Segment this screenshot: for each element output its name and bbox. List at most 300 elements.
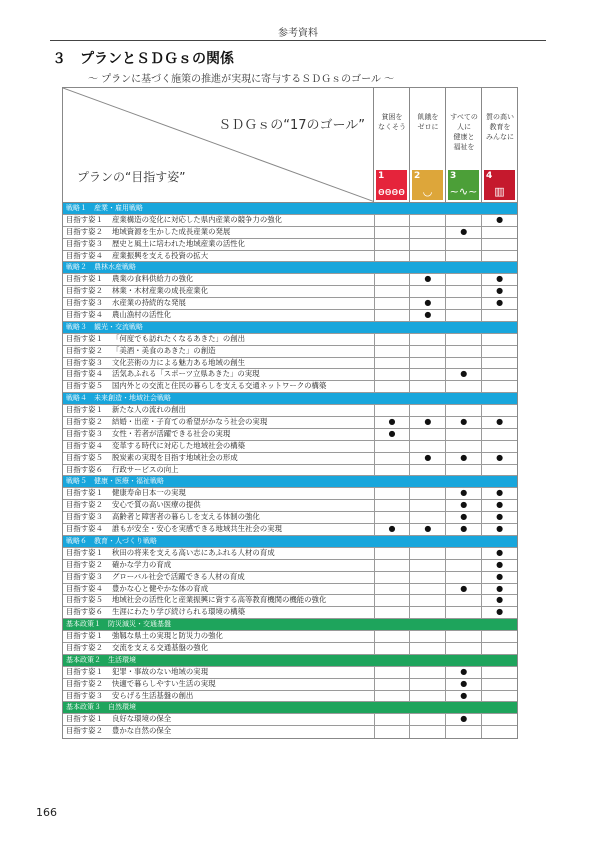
goal-mark-cell bbox=[374, 274, 410, 285]
vision-cell bbox=[63, 595, 374, 606]
table-row bbox=[63, 667, 517, 679]
goal-number: 2 bbox=[414, 171, 421, 181]
goal-mark-cell bbox=[409, 358, 445, 369]
vision-cell bbox=[63, 251, 374, 262]
table-row bbox=[63, 691, 517, 703]
vision-text: 快適で暮らしやすい生活の実現 bbox=[112, 678, 216, 688]
vision-cell bbox=[63, 524, 374, 535]
section-title: ３ プランとＳＤＧｓの関係 bbox=[52, 51, 234, 67]
goal-mark-cell bbox=[374, 369, 410, 380]
goal-mark-cell bbox=[374, 488, 410, 499]
vision-text: 地域社会の活性化と産業振興に資する高等教育機関の機能の強化 bbox=[112, 595, 327, 605]
vision-text: 強靱な県土の実現と防災力の強化 bbox=[112, 631, 223, 641]
table-row bbox=[63, 358, 517, 370]
vision-number: 目指す姿２ bbox=[66, 726, 103, 736]
goal-mark-cell bbox=[409, 334, 445, 345]
vision-number: 目指す姿３ bbox=[66, 357, 103, 367]
vision-cell bbox=[63, 691, 374, 702]
goal-mark-cell bbox=[409, 595, 445, 606]
goal-mark-cell: ● bbox=[445, 667, 481, 678]
goal-mark-cell bbox=[445, 274, 481, 285]
goal-mark-cell bbox=[374, 405, 410, 416]
vision-number: 目指す姿３ bbox=[66, 428, 103, 438]
sdgs-goals-heading: ＳＤＧｓの“17のゴール” bbox=[218, 118, 365, 133]
table-row bbox=[63, 405, 517, 417]
table-row bbox=[63, 310, 517, 322]
goal-mark-cell bbox=[445, 405, 481, 416]
category-row bbox=[63, 655, 517, 667]
table-row bbox=[63, 286, 517, 298]
goal-mark-cell bbox=[481, 726, 517, 738]
goal-mark-cell bbox=[409, 488, 445, 499]
goal-mark-cell: ● bbox=[481, 215, 517, 226]
vision-cell bbox=[63, 512, 374, 523]
vision-number: 目指す姿３ bbox=[66, 690, 103, 700]
goal-mark-cell bbox=[445, 239, 481, 250]
category-label: 戦略３ 観光・交流戦略 bbox=[66, 322, 143, 331]
vision-cell bbox=[63, 500, 374, 511]
vision-text: 安心で質の高い医療の提供 bbox=[112, 500, 201, 510]
goal-mark-cell bbox=[409, 239, 445, 250]
table-row bbox=[63, 488, 517, 500]
vision-text: 農山漁村の活性化 bbox=[112, 310, 172, 320]
category-label: 戦略２ 農林水産戦略 bbox=[66, 263, 136, 272]
vision-cell bbox=[63, 358, 374, 369]
goal-mark-cell bbox=[409, 691, 445, 702]
goal-mark-cell bbox=[374, 227, 410, 238]
goal-mark-cell: ● bbox=[445, 417, 481, 428]
goal-mark-cell bbox=[409, 215, 445, 226]
goal-mark-cell bbox=[409, 572, 445, 583]
goal-mark-cell bbox=[445, 334, 481, 345]
vision-cell bbox=[63, 584, 374, 595]
vision-text: 脱炭素の実現を目指す地域社会の形成 bbox=[112, 452, 238, 462]
goal-mark-cell: ● bbox=[481, 524, 517, 535]
vision-text: 女性・若者が活躍できる社会の実現 bbox=[112, 428, 231, 438]
vision-text: 国内外との交流と住民の暮らしを支える交通ネットワークの構築 bbox=[112, 381, 327, 391]
sdg-goal-icon bbox=[412, 170, 443, 200]
goal-mark-cell: ● bbox=[445, 524, 481, 535]
goal-mark-cell: ● bbox=[409, 453, 445, 464]
goal-label: 飢餓を ゼロに bbox=[417, 113, 439, 131]
table-row bbox=[63, 643, 517, 655]
goal-mark-cell bbox=[409, 584, 445, 595]
goal-mark-cell bbox=[481, 691, 517, 702]
goal-mark-cell bbox=[409, 381, 445, 392]
category-row bbox=[63, 203, 517, 215]
goal-mark-cell: ● bbox=[481, 286, 517, 297]
vision-cell bbox=[63, 286, 374, 297]
goal-mark-cell bbox=[374, 584, 410, 595]
table-row bbox=[63, 239, 517, 251]
goal-mark-cell: ● bbox=[409, 310, 445, 321]
goal-mark-cell bbox=[409, 679, 445, 690]
category-row bbox=[63, 393, 517, 405]
goal-label: すべての 人に 健康と 福祉を bbox=[450, 113, 478, 151]
goal-mark-cell bbox=[409, 405, 445, 416]
goal-mark-cell: ● bbox=[374, 417, 410, 428]
goal-number: 3 bbox=[450, 171, 457, 181]
goal-mark-cell bbox=[374, 607, 410, 618]
goal-mark-cell bbox=[374, 679, 410, 690]
table-row bbox=[63, 465, 517, 477]
vision-number: 目指す姿２ bbox=[66, 559, 103, 569]
table-row bbox=[63, 429, 517, 441]
goal-mark-cell bbox=[445, 631, 481, 642]
goal-mark-cell bbox=[409, 643, 445, 654]
category-label: 基本政策２ 生活環境 bbox=[66, 655, 136, 664]
goal-mark-cell: ● bbox=[481, 572, 517, 583]
vision-number: 目指す姿４ bbox=[66, 310, 103, 320]
document-header-label: 参考資料 bbox=[278, 28, 318, 39]
goal-mark-cell bbox=[374, 726, 410, 738]
table-row bbox=[63, 631, 517, 643]
table-row bbox=[63, 584, 517, 596]
category-row bbox=[63, 322, 517, 334]
goal-mark-cell bbox=[374, 500, 410, 511]
category-row bbox=[63, 702, 517, 714]
goal-mark-cell bbox=[409, 512, 445, 523]
goal-mark-cell bbox=[409, 726, 445, 738]
vision-text: 活気あふれる「スポーツ立県あきた」の実現 bbox=[112, 369, 260, 379]
vision-cell bbox=[63, 631, 374, 642]
goal-mark-cell: ● bbox=[445, 512, 481, 523]
category-label: 戦略４ 未来創造・地域社会戦略 bbox=[66, 394, 171, 403]
vision-text: 文化芸術の力による魅力ある地域の創生 bbox=[112, 357, 246, 367]
goal-mark-cell bbox=[409, 548, 445, 559]
table-header bbox=[63, 88, 517, 203]
goal-mark-cell bbox=[409, 607, 445, 618]
vision-number: 目指す姿５ bbox=[66, 595, 103, 605]
vision-text: 安らげる生活基盤の創出 bbox=[112, 690, 194, 700]
goal-mark-cell: ● bbox=[374, 429, 410, 440]
table-row bbox=[63, 369, 517, 381]
category-row bbox=[63, 476, 517, 488]
goal-mark-cell: ● bbox=[481, 512, 517, 523]
vision-text: 良好な環境の保全 bbox=[112, 714, 172, 724]
goal-mark-cell bbox=[445, 607, 481, 618]
goal-mark-cell bbox=[481, 239, 517, 250]
vision-text: 健康寿命日本一の実現 bbox=[112, 488, 186, 498]
goal-mark-cell: ● bbox=[445, 500, 481, 511]
goal-mark-cell: ● bbox=[481, 548, 517, 559]
vision-cell bbox=[63, 227, 374, 238]
vision-text: 新たな人の流れの創出 bbox=[112, 405, 186, 415]
vision-text: 歴史と風土に培われた地域産業の活性化 bbox=[112, 238, 246, 248]
goal-mark-cell bbox=[374, 631, 410, 642]
vision-cell bbox=[63, 405, 374, 416]
category-row bbox=[63, 262, 517, 274]
sdg-goal-icon bbox=[484, 170, 515, 200]
vision-cell bbox=[63, 560, 374, 571]
goal-mark-cell bbox=[481, 441, 517, 452]
goal-mark-cell bbox=[374, 691, 410, 702]
goal-mark-cell bbox=[374, 512, 410, 523]
goal-mark-cell bbox=[481, 465, 517, 476]
vision-text: 結婚・出産・子育ての希望がかなう社会の実現 bbox=[112, 417, 268, 427]
goal-mark-cell: ● bbox=[481, 417, 517, 428]
goal-mark-cell: ● bbox=[445, 369, 481, 380]
vision-text: 豊かな自然の保全 bbox=[112, 726, 172, 736]
goal-mark-cell bbox=[374, 334, 410, 345]
goal-number: 1 bbox=[378, 171, 385, 181]
goal-pictogram-icon: ◡ bbox=[422, 185, 433, 198]
vision-text: 農業の食料供給力の強化 bbox=[112, 274, 194, 284]
goal-mark-cell bbox=[481, 429, 517, 440]
goal-mark-cell: ● bbox=[481, 500, 517, 511]
goal-mark-cell: ● bbox=[481, 274, 517, 285]
vision-cell bbox=[63, 417, 374, 428]
goal-mark-cell bbox=[445, 298, 481, 309]
goal-mark-cell bbox=[445, 572, 481, 583]
goal-label: 貧困を なくそう bbox=[378, 113, 406, 131]
vision-cell bbox=[63, 298, 374, 309]
goal-mark-cell bbox=[374, 298, 410, 309]
vision-number: 目指す姿４ bbox=[66, 524, 103, 534]
vision-number: 目指す姿１ bbox=[66, 547, 103, 557]
goal-mark-cell bbox=[374, 381, 410, 392]
vision-cell bbox=[63, 607, 374, 618]
goal-mark-cell bbox=[445, 560, 481, 571]
vision-cell bbox=[63, 714, 374, 725]
vision-number: 目指す姿３ bbox=[66, 298, 103, 308]
goal-pictogram-icon: ɵɵɵɵ bbox=[378, 185, 405, 198]
goal-mark-cell bbox=[409, 346, 445, 357]
goal-mark-cell bbox=[409, 227, 445, 238]
goal-mark-cell: ● bbox=[409, 524, 445, 535]
vision-text: 高齢者と障害者の暮らしを支える体制の強化 bbox=[112, 512, 260, 522]
table-row bbox=[63, 524, 517, 536]
header-diagonal-cell bbox=[63, 88, 373, 202]
goal-mark-cell: ● bbox=[481, 453, 517, 464]
goal-mark-cell bbox=[409, 500, 445, 511]
vision-text: 生涯にわたり学び続けられる環境の構築 bbox=[112, 607, 246, 617]
goal-mark-cell: ● bbox=[481, 560, 517, 571]
header-rule bbox=[50, 40, 546, 41]
vision-text: 「美酒・美食のあきた」の創造 bbox=[112, 345, 216, 355]
table-row bbox=[63, 607, 517, 619]
goal-mark-cell bbox=[374, 310, 410, 321]
goal-column bbox=[373, 88, 409, 202]
goal-mark-cell bbox=[409, 667, 445, 678]
goal-mark-cell bbox=[409, 286, 445, 297]
vision-text: 交流を支える交通基盤の強化 bbox=[112, 642, 209, 652]
goal-mark-cell bbox=[445, 441, 481, 452]
goal-mark-cell bbox=[409, 631, 445, 642]
goal-mark-cell bbox=[445, 381, 481, 392]
table-row bbox=[63, 417, 517, 429]
goal-mark-cell bbox=[409, 251, 445, 262]
vision-cell bbox=[63, 465, 374, 476]
goal-mark-cell bbox=[481, 334, 517, 345]
vision-cell bbox=[63, 381, 374, 392]
table-row bbox=[63, 274, 517, 286]
vision-cell bbox=[63, 215, 374, 226]
table-body bbox=[63, 203, 517, 738]
goal-mark-cell: ● bbox=[409, 417, 445, 428]
vision-number: 目指す姿２ bbox=[66, 642, 103, 652]
goal-mark-cell bbox=[409, 369, 445, 380]
goal-mark-cell: ● bbox=[445, 227, 481, 238]
vision-number: 目指す姿１ bbox=[66, 631, 103, 641]
goal-mark-cell bbox=[445, 251, 481, 262]
vision-number: 目指す姿１ bbox=[66, 666, 103, 676]
table-row bbox=[63, 334, 517, 346]
vision-cell bbox=[63, 679, 374, 690]
goal-mark-cell bbox=[481, 346, 517, 357]
goal-mark-cell bbox=[374, 643, 410, 654]
goal-mark-cell bbox=[481, 405, 517, 416]
table-row bbox=[63, 227, 517, 239]
table-row bbox=[63, 595, 517, 607]
table-row bbox=[63, 215, 517, 227]
goal-mark-cell: ● bbox=[481, 584, 517, 595]
goal-mark-cell: ● bbox=[445, 584, 481, 595]
category-label: 戦略６ 教育・人づくり戦略 bbox=[66, 536, 157, 545]
vision-text: 産業振興を支える投資の拡大 bbox=[112, 250, 209, 260]
goal-mark-cell bbox=[374, 453, 410, 464]
vision-text: グローバル社会で活躍できる人材の育成 bbox=[112, 571, 245, 581]
goal-mark-cell bbox=[374, 358, 410, 369]
goal-mark-cell bbox=[481, 679, 517, 690]
goal-mark-cell bbox=[445, 286, 481, 297]
vision-text: 林業・木材産業の成長産業化 bbox=[112, 286, 209, 296]
page-number: 166 bbox=[36, 806, 57, 819]
vision-text: 変革する時代に対応した地域社会の構築 bbox=[112, 440, 246, 450]
goal-mark-cell bbox=[374, 441, 410, 452]
vision-number: 目指す姿４ bbox=[66, 250, 103, 260]
goal-mark-cell: ● bbox=[409, 298, 445, 309]
category-label: 戦略１ 産業・雇用戦略 bbox=[66, 204, 143, 212]
goal-mark-cell bbox=[445, 310, 481, 321]
goal-mark-cell: ● bbox=[481, 488, 517, 499]
table-row bbox=[63, 679, 517, 691]
goal-mark-cell bbox=[481, 631, 517, 642]
plan-vision-heading: プランの“目指す姿” bbox=[77, 170, 186, 184]
goal-mark-cell bbox=[481, 714, 517, 725]
goal-number: 4 bbox=[486, 171, 493, 181]
vision-cell bbox=[63, 274, 374, 285]
vision-number: 目指す姿３ bbox=[66, 512, 103, 522]
vision-number: 目指す姿１ bbox=[66, 214, 103, 224]
goal-mark-cell bbox=[374, 346, 410, 357]
goal-mark-cell bbox=[374, 215, 410, 226]
goal-mark-cell bbox=[409, 560, 445, 571]
vision-text: 秋田の将来を支える高い志にあふれる人材の育成 bbox=[112, 547, 275, 557]
table-row bbox=[63, 441, 517, 453]
goal-label: 質の高い 教育を みんなに bbox=[486, 113, 514, 141]
goal-mark-cell: ● bbox=[481, 595, 517, 606]
goal-mark-cell: ● bbox=[445, 691, 481, 702]
goal-mark-cell bbox=[445, 465, 481, 476]
goal-mark-cell bbox=[481, 667, 517, 678]
vision-text: 確かな学力の育成 bbox=[112, 559, 172, 569]
table-row bbox=[63, 512, 517, 524]
goal-mark-cell bbox=[445, 429, 481, 440]
vision-cell bbox=[63, 667, 374, 678]
goal-mark-cell: ● bbox=[409, 274, 445, 285]
section-subtitle: ～ プランに基づく施策の推進が実現に寄与するＳＤＧｓのゴール ～ bbox=[88, 74, 395, 85]
vision-number: 目指す姿４ bbox=[66, 440, 103, 450]
vision-number: 目指す姿１ bbox=[66, 274, 103, 284]
vision-number: 目指す姿１ bbox=[66, 488, 103, 498]
sdgs-relation-table bbox=[62, 87, 518, 739]
vision-text: 産業構造の変化に対応した県内産業の競争力の強化 bbox=[112, 214, 282, 224]
goal-mark-cell: ● bbox=[445, 679, 481, 690]
vision-cell bbox=[63, 488, 374, 499]
goal-mark-cell bbox=[374, 560, 410, 571]
goal-mark-cell: ● bbox=[374, 524, 410, 535]
vision-cell bbox=[63, 346, 374, 357]
category-label: 基本政策３ 自然環境 bbox=[66, 703, 136, 712]
goal-mark-cell bbox=[374, 239, 410, 250]
vision-number: 目指す姿１ bbox=[66, 714, 103, 724]
goal-mark-cell bbox=[445, 726, 481, 738]
goal-mark-cell bbox=[374, 667, 410, 678]
table-row bbox=[63, 251, 517, 263]
vision-number: 目指す姿２ bbox=[66, 226, 103, 236]
goal-mark-cell: ● bbox=[481, 607, 517, 618]
vision-number: 目指す姿２ bbox=[66, 500, 103, 510]
vision-number: 目指す姿３ bbox=[66, 238, 103, 248]
category-row bbox=[63, 619, 517, 631]
goal-mark-cell: ● bbox=[445, 488, 481, 499]
goal-mark-cell bbox=[445, 215, 481, 226]
table-row bbox=[63, 560, 517, 572]
sdg-goal-icon bbox=[376, 170, 407, 200]
goal-mark-cell bbox=[481, 381, 517, 392]
vision-number: 目指す姿２ bbox=[66, 417, 103, 427]
table-row bbox=[63, 453, 517, 465]
vision-cell bbox=[63, 334, 374, 345]
table-row bbox=[63, 548, 517, 560]
goal-mark-cell: ● bbox=[481, 298, 517, 309]
vision-number: 目指す姿４ bbox=[66, 369, 103, 379]
goal-mark-cell: ● bbox=[445, 453, 481, 464]
vision-number: 目指す姿５ bbox=[66, 452, 103, 462]
goal-column bbox=[409, 88, 445, 202]
vision-cell bbox=[63, 453, 374, 464]
vision-cell bbox=[63, 310, 374, 321]
goal-mark-cell bbox=[409, 714, 445, 725]
goal-mark-cell bbox=[445, 548, 481, 559]
vision-number: 目指す姿２ bbox=[66, 678, 103, 688]
goal-column bbox=[445, 88, 481, 202]
vision-number: 目指す姿６ bbox=[66, 607, 103, 617]
goal-mark-cell bbox=[481, 643, 517, 654]
goal-mark-cell bbox=[445, 595, 481, 606]
vision-number: 目指す姿２ bbox=[66, 345, 103, 355]
goal-mark-cell bbox=[374, 572, 410, 583]
vision-text: 誰もが安全・安心を実感できる地域共生社会の実現 bbox=[112, 524, 282, 534]
table-row bbox=[63, 500, 517, 512]
vision-number: 目指す姿６ bbox=[66, 464, 103, 474]
vision-text: 犯罪・事故のない地域の実現 bbox=[112, 666, 209, 676]
table-row bbox=[63, 381, 517, 393]
vision-cell bbox=[63, 239, 374, 250]
goal-mark-cell bbox=[481, 251, 517, 262]
goal-pictogram-icon: ▥ bbox=[494, 185, 505, 198]
goal-mark-cell: ● bbox=[445, 714, 481, 725]
vision-text: 豊かな心と健やかな体の育成 bbox=[112, 583, 209, 593]
vision-text: 地域資源を生かした成長産業の発展 bbox=[112, 226, 231, 236]
vision-text: 水産業の持続的な発展 bbox=[112, 298, 186, 308]
category-label: 基本政策１ 防災減災・交通基盤 bbox=[66, 620, 171, 629]
vision-cell bbox=[63, 441, 374, 452]
category-label: 戦略５ 健康・医療・福祉戦略 bbox=[66, 477, 164, 486]
vision-cell bbox=[63, 548, 374, 559]
goal-mark-cell bbox=[481, 310, 517, 321]
